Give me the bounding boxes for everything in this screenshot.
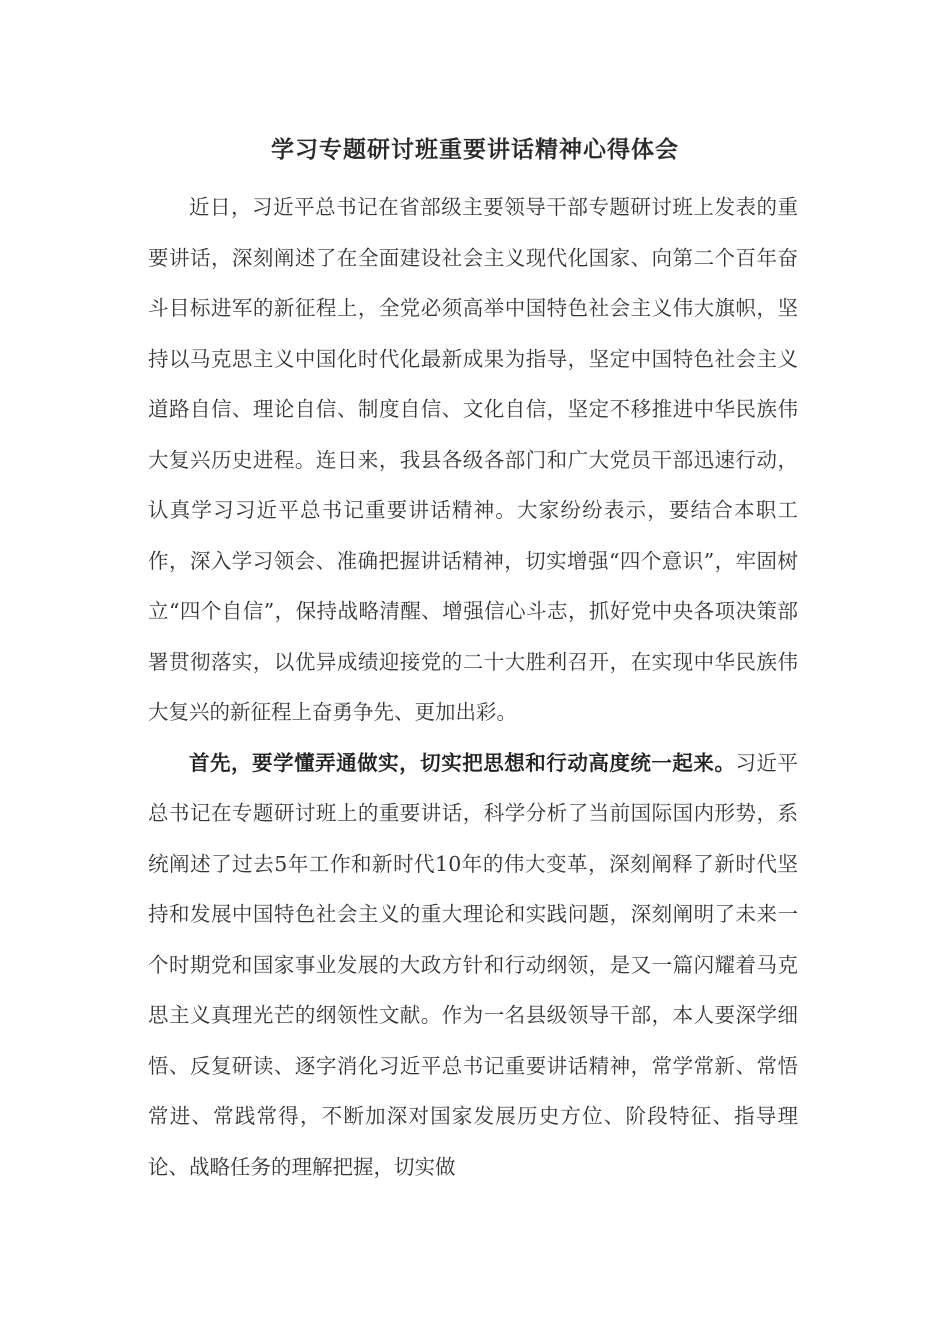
paragraph-text: 近日，习近平总书记在省部级主要领导干部专题研讨班上发表的重要讲话，深刻阐述了在全面建设社会主义现代化国家、向第二个百年奋斗目标进军的新征程上，全党必须高举中国特色社会主义伟大旗帜，坚持以马克思主义中国化时代化最新成果为指导，坚定中国特色社会主义道路自信、理论自信、制度自信、文化自信，坚定不移推进中华民族伟大复兴历史进程。连日来，我县各级各部门和广大党员干部迅速行动，认真学习习近平总书记重要讲话精神。大家纷纷表示，要结合本职工作，深入学习领会、准确把握讲话精神，切实增强“四个意识”，牢固树立“四个自信”，保持战略清醒、增强信心斗志，抓好党中央各项决策部署贯彻落实，以优异成绩迎接党的二十大胜利召开，在实现中华民族伟大复兴的新征程上奋勇争先、更加出彩。 xyxy=(148,195,798,724)
paragraph-lead: 首先，要学懂弄通做实，切实把思想和行动高度统一起来。 xyxy=(189,750,736,775)
paragraph-text: 习近平总书记在专题研讨班上的重要讲话，科学分析了当前国际国内形势，系统阐述了过去5年工作和新时代10年的伟大变革，深刻阐释了新时代坚持和发展中国特色社会主义的重大理论和实践问题，深刻阐明了未来一个时期党和国家事业发展的大政方针和行动纲领，是又一篇闪耀着马克思主义真理光芒的纲领性文献。作为一名县级领导干部，本人要深学细悟、反复研读、逐字消化习近平总书记重要讲话精神，常学常新、常悟常进、常践常得，不断加深对国家发展历史方位、阶段特征、指导理论、战略任务的理解把握，切实做 xyxy=(148,750,799,1179)
document-title: 学习专题研讨班重要讲话精神心得体会 xyxy=(271,136,679,163)
paragraph-intro xyxy=(148,182,798,738)
paragraph-first-point xyxy=(148,738,798,1193)
document-body xyxy=(148,182,798,1192)
